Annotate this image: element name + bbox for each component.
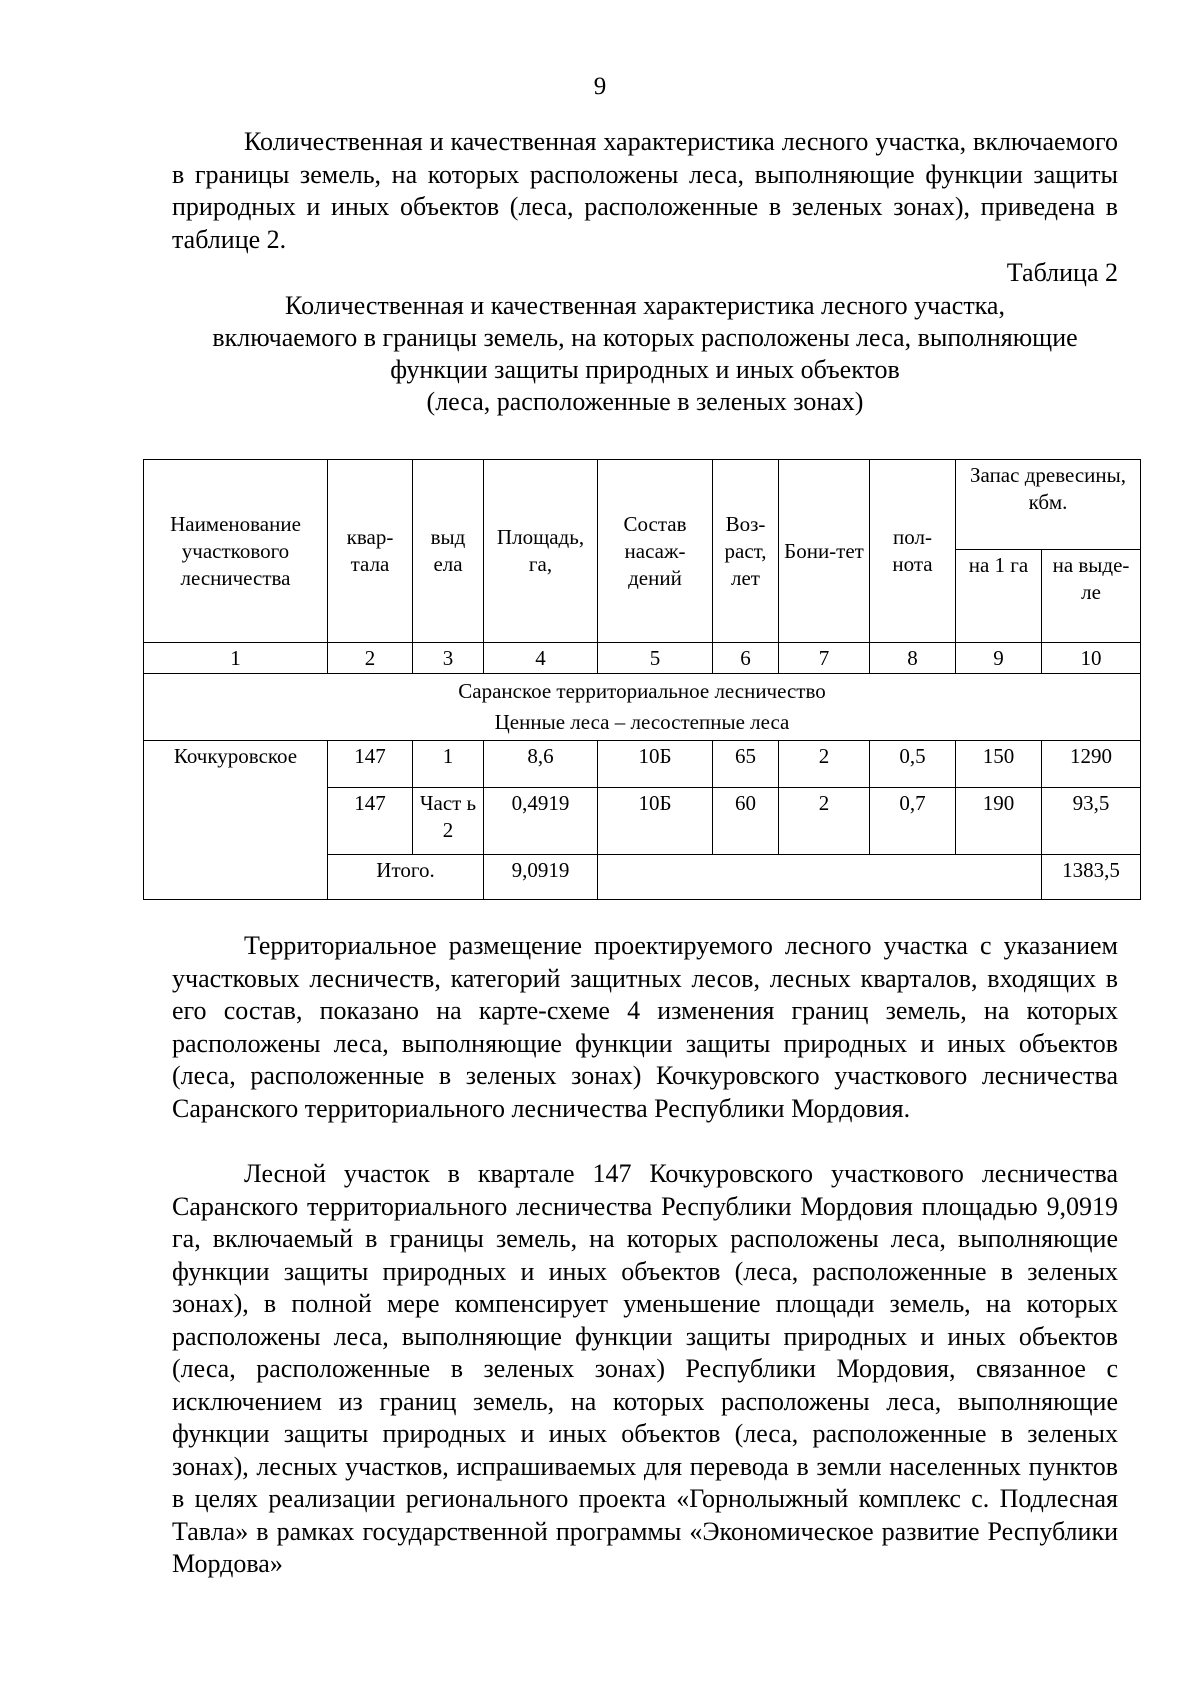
characteristics-table	[143, 459, 1140, 900]
column-number: 7	[779, 643, 870, 674]
table-caption-line: функции защиты природных и иных объектов	[390, 355, 900, 384]
table-caption-line: включаемого в границы земель, на которых расположены леса, выполняющие	[212, 323, 1078, 352]
page-number: 9	[593, 73, 607, 100]
table-caption-line: (леса, расположенные в зеленых зонах)	[426, 387, 864, 416]
header-forestry: Наименование участкового лесничества	[144, 460, 328, 643]
total-empty-cell	[598, 855, 1042, 900]
section-heading	[144, 674, 1141, 741]
age-cell: 65	[713, 741, 779, 788]
body-paragraph-2: Лесной участок в квартале 147 Кочкуровского участкового лесничества Саранского территориального лесничества Республики Мордовия площадью 9,0919 га, включаемый в границы земель, на которых расположены леса, выполняющие функции защиты природных и иных объектов (леса, расположенные в зеленых зонах), в полной мере компенсирует уменьшение площади земель, на которых расположены леса, выполняющие функции защиты природных и иных объектов (леса, расположенные в зеленых зонах) Республики Мордовия, связанное с исключением из границ земель, на которых расположены леса, выполняющие функции защиты природных и иных объектов (леса, расположенные в зеленых зонах), лесных участков, испрашиваемых для перевода в земли населенных пунктов в целях реализации регионального проекта «Горнолыжный комплекс с. Подлесная Тавла» в рамках государственной программы «Экономическое развитие Республики Мордова»	[172, 1159, 1118, 1578]
allotment-cell: 1	[413, 741, 484, 788]
header-stock-per-ha: на 1 га	[956, 550, 1042, 643]
section-title: Саранское территориальное лесничество	[458, 679, 826, 703]
table-row	[144, 741, 1141, 788]
header-stock-per-allotment: на выде-ле	[1042, 550, 1141, 643]
column-number: 10	[1042, 643, 1141, 674]
column-number: 8	[870, 643, 956, 674]
intro-paragraph: Количественная и качественная характеристика лесного участка, включаемого в границы земель, на которых расположены леса, выполняющие функции защиты природных и иных объектов (леса, расположенные в зеленых зонах), приведена в таблице 2.	[172, 127, 1118, 254]
quarter-cell: 147	[328, 741, 413, 788]
column-number-row	[144, 643, 1141, 674]
stock-per-ha-cell: 150	[956, 741, 1042, 788]
header-quarter: квар-тала	[328, 460, 413, 643]
header-bonitet: Бони-тет	[779, 460, 870, 643]
header-composition: Состав насаж-дений	[598, 460, 713, 643]
density-cell: 0,5	[870, 741, 956, 788]
column-number: 3	[413, 643, 484, 674]
quarter-cell: 147	[328, 788, 413, 855]
area-cell: 0,4919	[484, 788, 598, 855]
header-area: Площадь, га,	[484, 460, 598, 643]
stock-per-allotment-cell: 1290	[1042, 741, 1141, 788]
total-label: Итого.	[328, 855, 484, 900]
composition-cell: 10Б	[598, 741, 713, 788]
density-cell: 0,7	[870, 788, 956, 855]
column-number: 6	[713, 643, 779, 674]
table-label: Таблица 2	[1006, 258, 1118, 287]
header-age: Воз-раст, лет	[713, 460, 779, 643]
body-paragraph-1: Территориальное размещение проектируемого лесного участка с указанием участковых лесничеств, категорий защитных лесов, лесных кварталов, входящих в его состав, показано на карте-схеме 4 изменения границ земель, на которых расположены леса, выполняющие функции защиты природных и иных объектов (леса, расположенные в зеленых зонах) Кочкуровского участкового лесничества Саранского территориального лесничества Республики Мордовия.	[172, 931, 1118, 1123]
column-number: 2	[328, 643, 413, 674]
bonitet-cell: 2	[779, 788, 870, 855]
area-cell: 8,6	[484, 741, 598, 788]
forestry-name-cell: Кочкуровское	[144, 741, 328, 900]
column-number: 4	[484, 643, 598, 674]
total-area: 9,0919	[484, 855, 598, 900]
header-allotment: выд ела	[413, 460, 484, 643]
stock-per-allotment-cell: 93,5	[1042, 788, 1141, 855]
stock-per-ha-cell: 190	[956, 788, 1042, 855]
composition-cell: 10Б	[598, 788, 713, 855]
header-density: пол-нота	[870, 460, 956, 643]
table-caption	[172, 290, 1118, 418]
header-stock-group: Запас древесины, кбм.	[956, 460, 1141, 550]
column-number: 5	[598, 643, 713, 674]
section-subtitle: Ценные леса – лесостепные леса	[494, 710, 790, 734]
allotment-cell: Част ь 2	[413, 788, 484, 855]
bonitet-cell: 2	[779, 741, 870, 788]
age-cell: 60	[713, 788, 779, 855]
section-row	[144, 674, 1141, 741]
column-number: 9	[956, 643, 1042, 674]
column-number: 1	[144, 643, 328, 674]
total-stock: 1383,5	[1042, 855, 1141, 900]
table-caption-line: Количественная и качественная характеристика лесного участка,	[285, 291, 1005, 320]
